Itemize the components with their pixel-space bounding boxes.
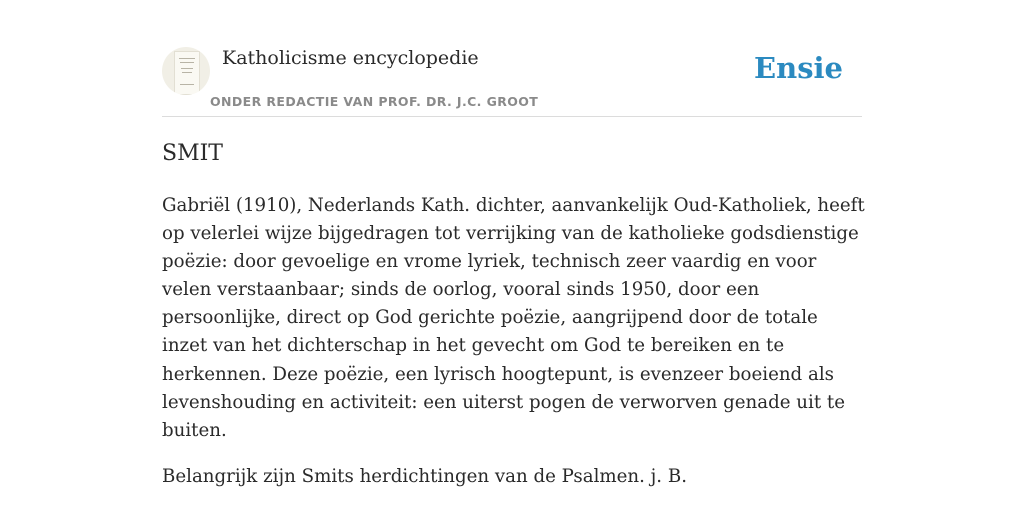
entry-paragraph: Gabriël (1910), Nederlands Kath. dichter, aanvankelijk Oud-Katholiek, heeft op velerlei wijze bijgedragen tot verrijking van de katholieke godsdienstige poëzie: door gevoelige en vrome lyriek, technisch zeer vaardig en voor velen verstaanbaar; sinds de oorlog, vooral sinds 1950, door een persoonlijke, direct op God gerichte poëzie, aangrijpend door de totale inzet van het dichterschap in het gevecht om God te bereiken en te herkennen. Deze poëzie, een lyrisch hoogtepunt, is evenzeer boeiend als levenshouding en activiteit: een uiterst pogen de verworven genade uit te buiten. (162, 195, 865, 441)
site-subtitle: ONDER REDACTIE VAN PROF. DR. J.C. GROOT (210, 94, 539, 109)
entry-title: SMIT (162, 141, 223, 166)
brand-logo[interactable]: Ensie (754, 51, 843, 85)
book-cover-icon[interactable] (162, 47, 210, 95)
entry-paragraph: Belangrijk zijn Smits herdichtingen van de Psalmen. j. B. (162, 465, 688, 487)
entry-body (162, 192, 868, 509)
site-title[interactable]: Katholicisme encyclopedie (222, 47, 479, 69)
site-header (162, 44, 862, 117)
book-cover-page (174, 51, 200, 95)
